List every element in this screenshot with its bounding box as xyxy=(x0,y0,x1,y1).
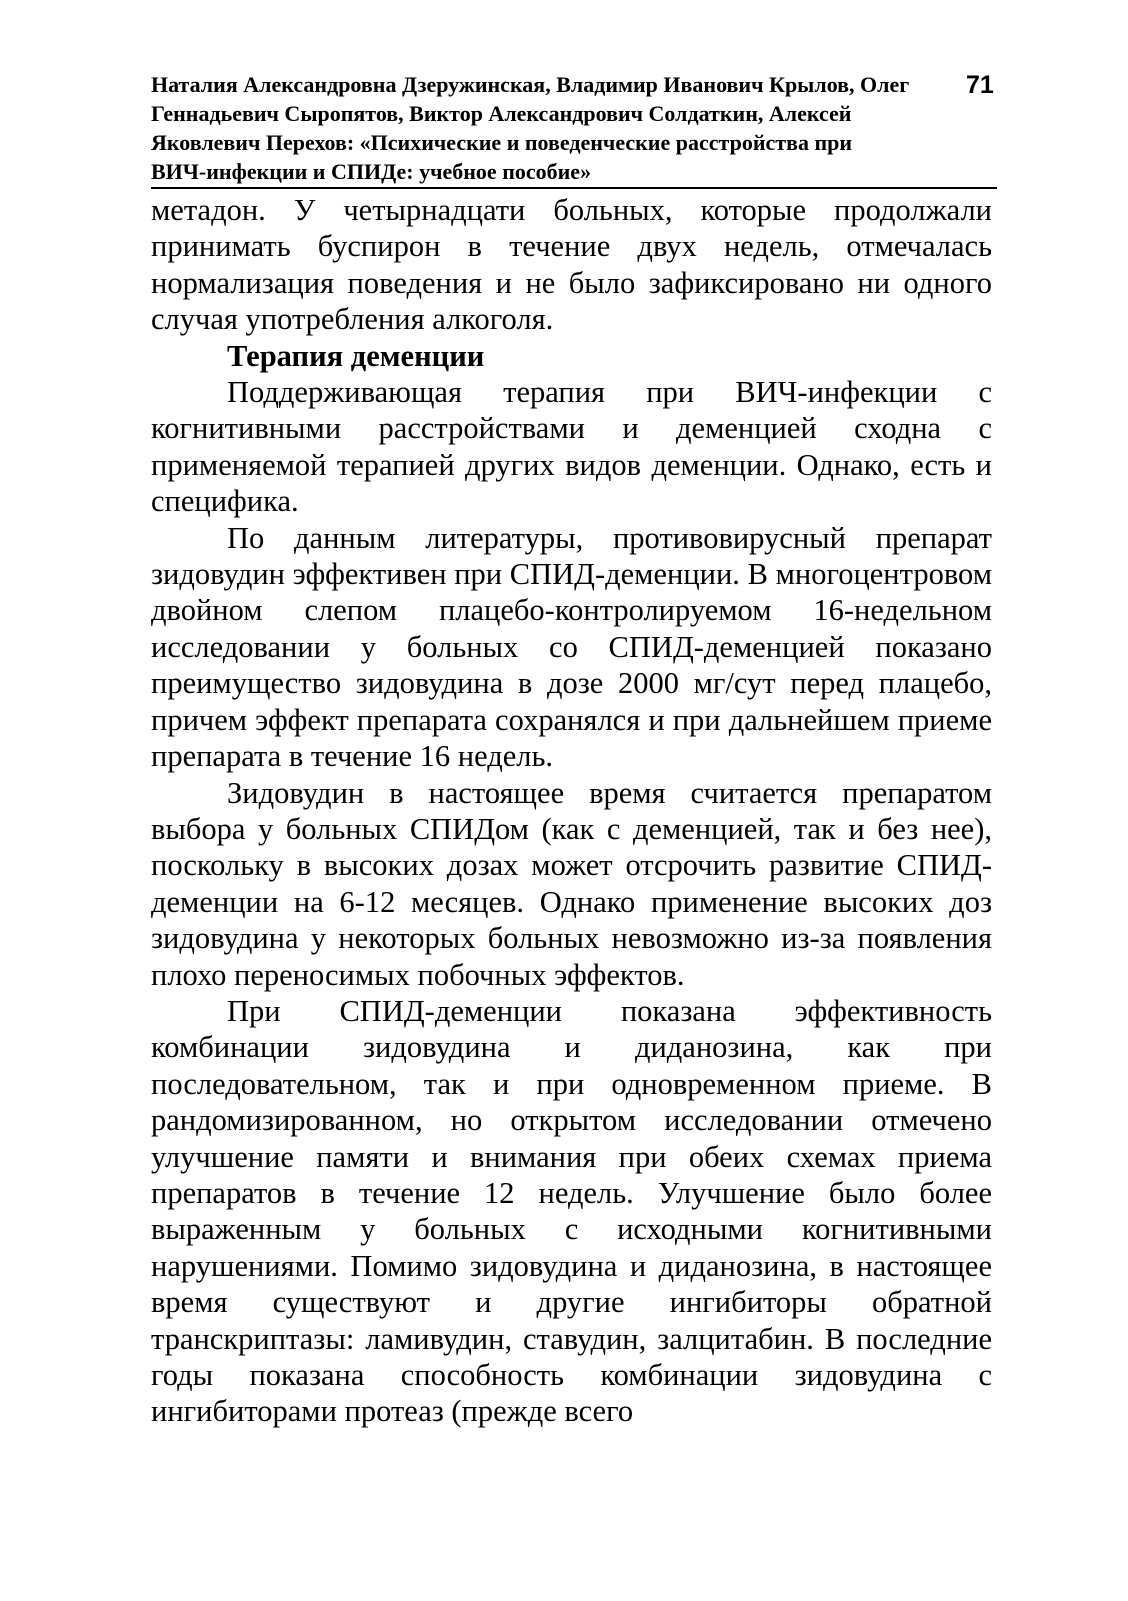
paragraph-zidovudine-choice: Зидовудин в настоящее время считается препаратом выбора у больных СПИДом (как с деменцией, так и без нее), поскольку в высоких дозах может отсрочить развитие СПИД-деменции на 6-12 месяцев. Однако применение высоких доз зидовудина у некоторых больных невозможно из-за появления плохо переносимых побочных эффектов. xyxy=(151,775,992,992)
header-line-4: ВИЧ-инфекции и СПИДе: учебное пособие» xyxy=(151,159,592,184)
section-heading: Терапия деменции xyxy=(227,338,485,373)
paragraph-combination-therapy: При СПИД-деменции показана эффективность комбинации зидовудина и диданозина, как при последовательном, так и при одновременном приеме. В рандомизированном, но открытом исследовании отмечено улучшение памяти и внимания при обеих схемах приема препаратов в течение 12 недель. Улучшение было более выраженным у больных с исходными когнитивными нарушениями. Помимо зидовудина и диданозина, в настоящее время существуют и другие ингибиторы обратной транскриптазы: ламивудин, ставудин, залцитабин. В последние годы показана способность комбинации зидовудина с ингибиторами протеаз (прежде всего xyxy=(151,993,992,1429)
header-divider xyxy=(151,187,997,189)
running-header xyxy=(151,70,981,186)
paragraph-supportive-therapy: Поддерживающая терапия при ВИЧ-инфекции с когнитивными расстройствами и деменцией сходна с применяемой терапией других видов деменции. Однако, есть и специфика. xyxy=(151,375,992,519)
page-number: 71 xyxy=(966,71,994,99)
header-line-1: Наталия Александровна Дзеружинская, Владимир Иванович Крылов, Олег xyxy=(151,72,910,97)
paragraph-continuation: метадон. У четырнадцати больных, которые продолжали принимать буспирон в течение двух недель, отмечалась нормализация поведения и не было зафиксировано ни одного случая употребления алкоголя. xyxy=(151,193,992,337)
body-text xyxy=(151,192,992,1430)
paragraph-zidovudine-literature: По данным литературы, противовирусный препарат зидовудин эффективен при СПИД-деменции. В многоцентровом двойном слепом плацебо-контролируемом 16-недельном исследовании у больных со СПИД-деменцией показано преимущество зидовудина в дозе 2000 мг/сут перед плацебо, причем эффект препарата сохранялся и при дальнейшем приеме препарата в течение 16 недель. xyxy=(151,520,992,774)
header-line-3: Яковлевич Перехов: «Психические и поведенческие расстройства при xyxy=(151,130,853,155)
header-line-2: Геннадьевич Сыропятов, Виктор Александрович Солдаткин, Алексей xyxy=(151,101,852,126)
